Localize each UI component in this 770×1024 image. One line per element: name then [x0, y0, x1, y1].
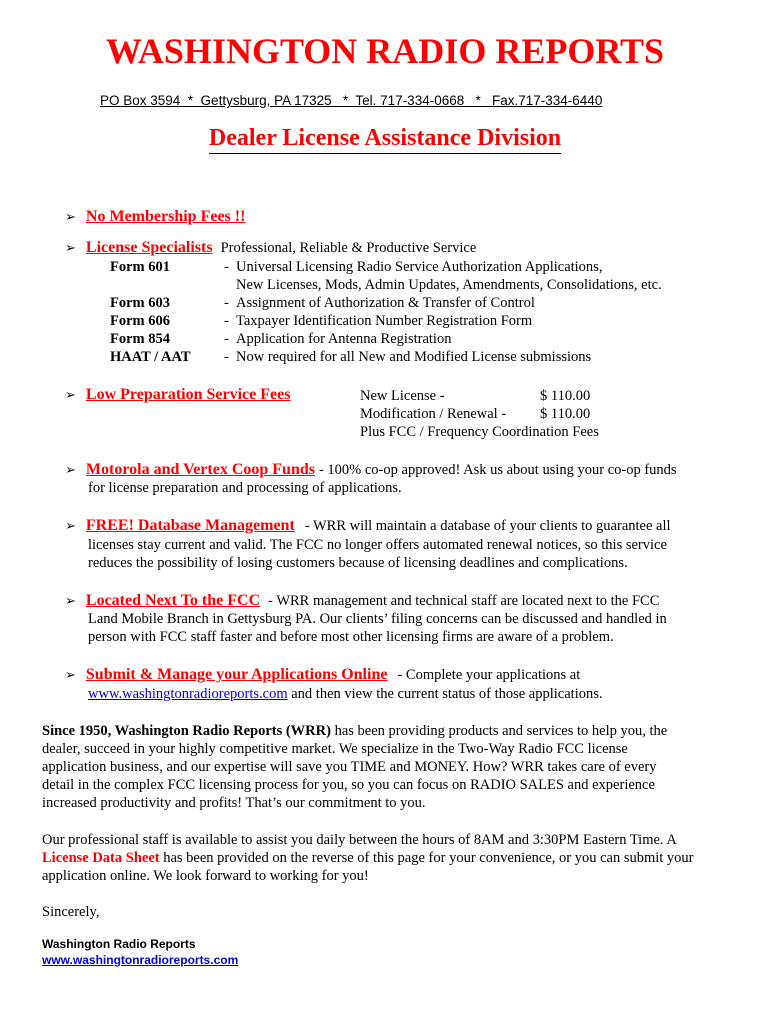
located-heading: Located Next To the FCC	[85, 592, 261, 609]
located-line-2: Land Mobile Branch in Gettysburg PA. Our clients’ filing concerns can be discussed and handled in	[88, 611, 667, 627]
online-line-1: - Complete your applications at	[397, 667, 581, 683]
form-606-desc: Taxpayer Identification Number Registration Form	[236, 313, 533, 329]
database-heading: FREE! Database Management	[85, 517, 295, 534]
body-p1-line-1	[42, 723, 667, 740]
haat-label: HAAT / AAT	[110, 349, 191, 365]
body-p2-line-2	[42, 850, 694, 867]
arrow-bullet-icon: ➢	[65, 668, 76, 683]
body-p2-line-2-rest: has been provided on the reverse of this page for your convenience, or you can submit your	[159, 850, 694, 866]
license-data-sheet: License Data Sheet	[42, 850, 160, 866]
form-603-label: Form 603	[110, 295, 170, 311]
form-601-dash: -	[224, 259, 229, 275]
body-p2-line-1: Our professional staff is available to assist you daily between the hours of 8AM and 3:30PM Eastern Time. A	[42, 832, 677, 848]
online-heading: Submit & Manage your Applications Online	[85, 666, 388, 683]
haat-desc: Now required for all New and Modified License submissions	[236, 349, 592, 365]
fees-heading: Low Preparation Service Fees	[85, 386, 291, 403]
bullet-database	[65, 517, 671, 535]
company-title: WASHINGTON RADIO REPORTS	[105, 31, 665, 71]
database-line-2: licenses stay current and valid. The FCC no longer offers automated renewal notices, so this service	[88, 537, 667, 553]
arrow-bullet-icon: ➢	[65, 210, 76, 225]
form-601-desc-2: New Licenses, Mods, Admin Updates, Amendments, Consolidations, etc.	[236, 277, 662, 293]
arrow-bullet-icon: ➢	[65, 463, 76, 478]
bullet-specialists	[65, 239, 476, 257]
body-p1-line-5: increased productivity and profits! That’s our commitment to you.	[42, 795, 426, 811]
specialists-tagline: Professional, Reliable & Productive Service	[220, 240, 477, 256]
bullet-online	[65, 666, 580, 684]
haat-dash: -	[224, 349, 229, 365]
coop-line-2: for license preparation and processing of applications.	[88, 480, 402, 496]
body-p1-line-3: application business, and our expertise will save you TIME and MONEY. How? WRR takes care of every	[42, 759, 657, 775]
database-line-3: reduces the possibility of losing customers because of licensing deadlines and complications.	[88, 555, 628, 571]
closing: Sincerely,	[42, 904, 100, 920]
division-heading	[0, 125, 770, 152]
form-854-desc: Application for Antenna Registration	[236, 331, 452, 347]
online-line-2	[88, 686, 603, 703]
body-p1-line-1-rest: has been providing products and services to help you, the	[330, 723, 668, 739]
bullet-fees	[65, 386, 290, 404]
website-link[interactable]: www.washingtonradioreports.com	[88, 686, 288, 702]
form-606-label: Form 606	[110, 313, 170, 329]
signature-name: Washington Radio Reports	[42, 937, 196, 951]
specialists-heading: License Specialists	[85, 239, 213, 256]
contact-line: PO Box 3594 * Gettysburg, PA 17325 * Tel. 717-334-0668 * Fax.717-334-6440	[100, 93, 603, 108]
form-854-label: Form 854	[110, 331, 170, 347]
online-line-2-rest: and then view the current status of those applications.	[287, 686, 603, 702]
bullet-coop	[65, 461, 677, 479]
arrow-bullet-icon: ➢	[65, 594, 76, 609]
form-606-dash: -	[224, 313, 229, 329]
body-p2-line-3: application online. We look forward to working for you!	[42, 868, 369, 884]
signature-url[interactable]: www.washingtonradioreports.com	[42, 953, 239, 967]
form-601-desc-1: Universal Licensing Radio Service Authorization Applications,	[236, 259, 603, 275]
bullet-located	[65, 592, 659, 610]
arrow-bullet-icon: ➢	[65, 388, 76, 403]
no-fees-heading: No Membership Fees !!	[85, 208, 246, 225]
body-p1-line-4: detail in the complex FCC licensing process for you, so you can focus on RADIO SALES and experience	[42, 777, 655, 793]
form-603-dash: -	[224, 295, 229, 311]
body-p1-bold: Since 1950, Washington Radio Reports (WRR)	[42, 723, 331, 739]
located-line-3: person with FCC staff faster and before most other licensing firms are aware of a problem.	[88, 629, 614, 645]
arrow-bullet-icon: ➢	[65, 519, 76, 534]
fee-note: Plus FCC / Frequency Coordination Fees	[360, 424, 599, 440]
fee-mod-label: Modification / Renewal -	[360, 406, 507, 422]
fee-new-price: $ 110.00	[540, 388, 591, 404]
database-line-1: - WRR will maintain a database of your clients to guarantee all	[304, 518, 671, 534]
located-line-1: - WRR management and technical staff are located next to the FCC	[268, 593, 660, 609]
coop-line-1: - 100% co-op approved! Ask us about using your co-op funds	[318, 462, 677, 478]
fee-new-label: New License -	[360, 388, 445, 404]
coop-heading: Motorola and Vertex Coop Funds	[85, 461, 315, 478]
fee-mod-price: $ 110.00	[540, 406, 591, 422]
form-601-label: Form 601	[110, 259, 170, 275]
division-title: Dealer License Assistance Division	[209, 125, 561, 154]
body-p1-line-2: dealer, succeed in your highly competitive market. We specialize in the Two-Way Radio FCC license	[42, 741, 628, 757]
bullet-no-fees	[65, 208, 245, 226]
form-603-desc: Assignment of Authorization & Transfer of Control	[236, 295, 535, 311]
arrow-bullet-icon: ➢	[65, 241, 76, 256]
form-854-dash: -	[224, 331, 229, 347]
